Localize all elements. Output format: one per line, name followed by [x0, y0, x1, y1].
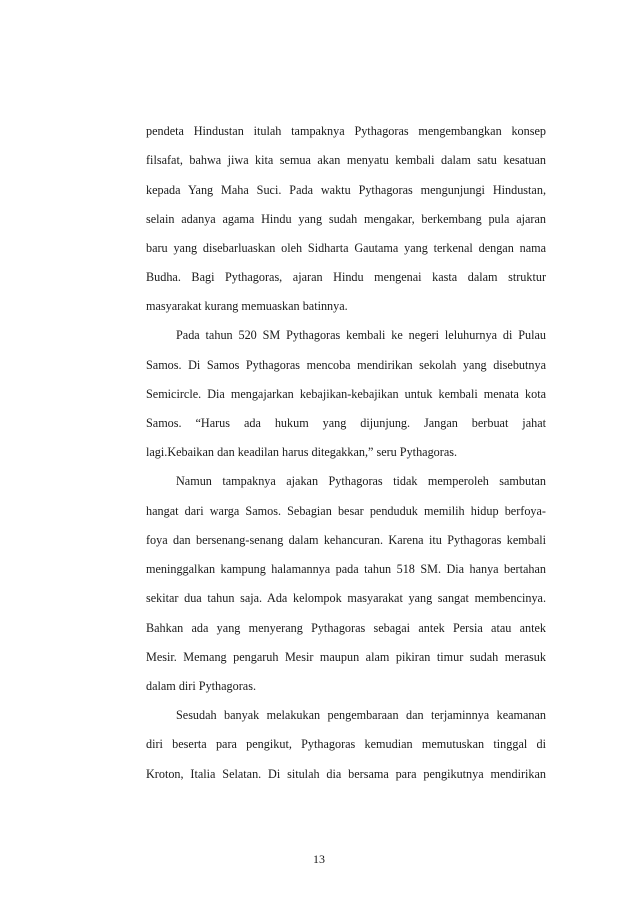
text-line: Pada tahun 520 SM Pythagoras kembali ke negeri leluhurnya di Pulau	[176, 328, 546, 342]
text-line: diri beserta para pengikut, Pythagoras kemudian memutuskan tinggal di	[146, 737, 546, 751]
page-number: 13	[313, 852, 325, 866]
text-line: selain adanya agama Hindu yang sudah mengakar, berkembang pula ajaran	[146, 212, 546, 226]
text-line: foya dan bersenang-senang dalam kehancuran. Karena itu Pythagoras kembali	[146, 533, 546, 547]
text-line: baru yang disebarluaskan oleh Sidharta Gautama yang terkenal dengan nama	[146, 241, 546, 255]
text-line: Samos. Di Samos Pythagoras mencoba mendirikan sekolah yang disebutnya	[146, 358, 546, 372]
text-line: hangat dari warga Samos. Sebagian besar penduduk memilih hidup berfoya-	[146, 504, 546, 518]
text-line: kepada Yang Maha Suci. Pada waktu Pythagoras mengunjungi Hindustan,	[146, 183, 546, 197]
text-line: Semicircle. Dia mengajarkan kebajikan-kebajikan untuk kembali menata kota	[146, 387, 546, 401]
text-line: Sesudah banyak melakukan pengembaraan dan terjaminnya keamanan	[176, 708, 546, 722]
text-line: Kroton, Italia Selatan. Di situlah dia bersama para pengikutnya mendirikan	[146, 767, 546, 781]
text-line: Mesir. Memang pengaruh Mesir maupun alam pikiran timur sudah merasuk	[146, 650, 546, 664]
text-line: Bahkan ada yang menyerang Pythagoras sebagai antek Persia atau antek	[146, 621, 546, 635]
text-line: pendeta Hindustan itulah tampaknya Pythagoras mengembangkan konsep	[146, 124, 546, 138]
text-line: lagi.Kebaikan dan keadilan harus ditegakkan,” seru Pythagoras.	[146, 445, 458, 459]
text-line: meninggalkan kampung halamannya pada tahun 518 SM. Dia hanya bertahan	[146, 562, 546, 576]
text-line: Namun tampaknya ajakan Pythagoras tidak memperoleh sambutan	[176, 474, 546, 488]
text-line: masyarakat kurang memuaskan batinnya.	[146, 299, 348, 313]
text-line: filsafat, bahwa jiwa kita semua akan menyatu kembali dalam satu kesatuan	[146, 153, 546, 167]
text-line: dalam diri Pythagoras.	[146, 679, 257, 693]
text-line: sekitar dua tahun saja. Ada kelompok masyarakat yang sangat membencinya.	[146, 591, 546, 605]
text-line: Budha. Bagi Pythagoras, ajaran Hindu mengenai kasta dalam struktur	[146, 270, 546, 284]
text-line: Samos. “Harus ada hukum yang dijunjung. Jangan berbuat jahat	[146, 416, 546, 430]
